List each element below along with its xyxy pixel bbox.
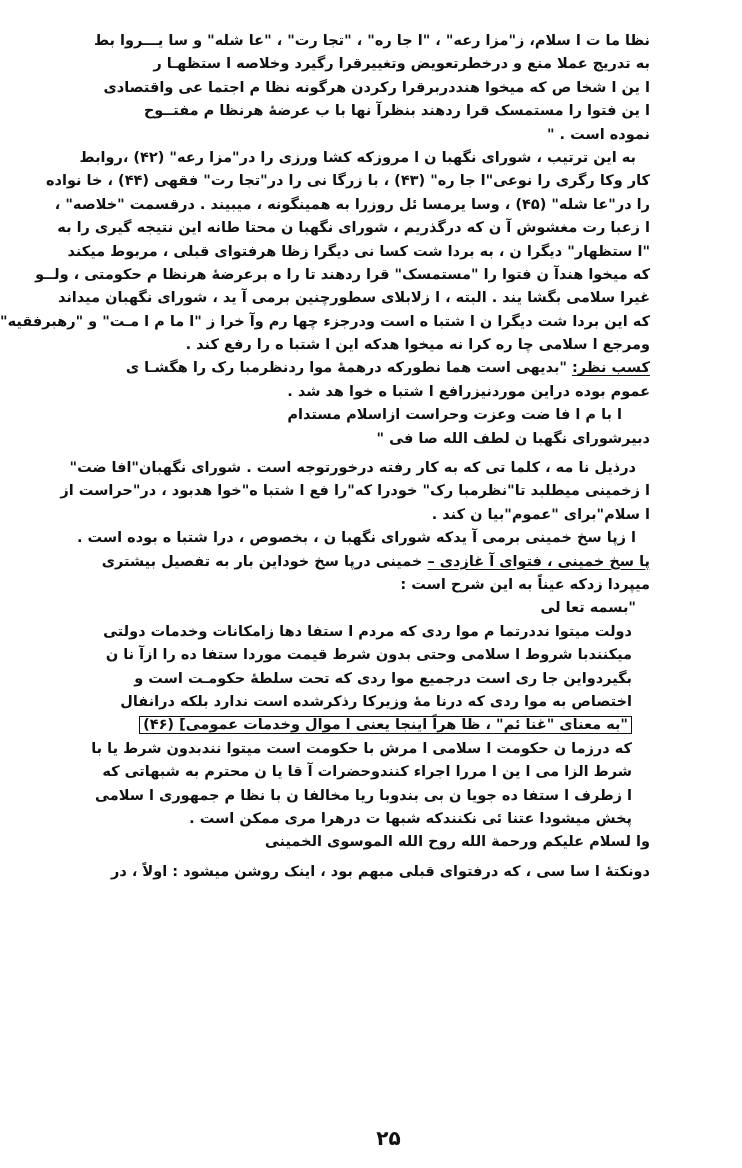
text-line: ا سلام"برای "عموم"بیا ن کند . [431,506,650,523]
bracketed-note: "به معنای "غنا ئم" ، ظا هراً اینجا یعنی ا موال وخدمات عمومی] (۴۶) [139,716,632,734]
text-line: "ا ستظهار" دیگرا ن ، به بردا شت کسا نی دیگرا زظا هرفتوای قبلی ، مربوط میکند [67,243,650,260]
text-line [64,551,650,574]
text-line: میپردا زدکه عیناً به این شرح است : [400,576,650,593]
signature-line: وا لسلام علیکم ورحمة الله روح الله الموسوی الخمینی [264,834,650,851]
text-line: "بسمه تعا لی [540,600,636,617]
text-line: دونکتهٔ ا سا سی ، که درفتوای قبلی مبهم بود ، اینک روشن میشود : اولاً ، در [111,863,650,880]
text-line: عموم بوده دراین موردنیزرافع ا شتبا ه خوا هد شد . [287,383,650,400]
paragraph-quoted-letter-end [64,30,650,147]
text-line: که میخوا هندآ ن فتوا را "مستمسک" قرا ردهند تا را ه برعرضهٔ هرنظا م حکومتی ، ولــو [35,266,650,283]
paragraph-request-opinion [64,357,650,404]
text-line [64,714,650,737]
text-line: به این ترتیب ، شورای نگهبا ن ا مروزکه کشا ورزی را در"مزا رعه" (۴۲) ،روابط [79,149,636,166]
text-line: به تدریج عملا منع و درخطرتعویض وتغییرقرا رگیرد وخلاصه ا ستظهـا ر [153,56,650,73]
document-page [0,30,650,1130]
text-line: میکنندبا شروط ا سلامی وحتی بدون شرط قیمت موردا ستفا ده را ازآ نا ن [105,647,632,664]
quoted-fatwa [64,621,650,832]
text-line: که درزما ن حکومت ا سلامی ا مرش با حکومت است میتوا نندبدون شرط یا با [91,740,632,757]
text-fragment: خمینی درپا سخ خوداین بار به تفصیل بیشتری [101,553,423,570]
text-line: ا ین ا شخا ص که میخوا هنددربرقرا رکردن هرگونه نظا م اجتما عی واقتصادی [103,79,650,96]
text-line: دبیرشورای نگهبا ن لطف الله صا فی " [376,430,650,447]
text-line: درذیل نا مه ، کلما تی که به کار رفته درخورتوجه است . شورای نگهبان"افا ضت" [69,460,636,477]
text-line: که این بردا شت دیگرا ن ا شتبا ه است ودرجزء چها رم وآ خرا ز "ا ما م ا مـت" و "رهبرفقیه" [0,313,650,330]
section-label: پا سخ خمینی ، فتوای آ غازدی – [427,553,650,570]
text-line: را در"عا شله" (۴۵) ، وسا یرمسا ئل روزرا به همینگونه ، میبیند . درقسمت "خلاصه" ، [54,196,650,213]
text-line: ومرجع ا سلامی چا ره کرا نه میخوا هدکه این ا شتبا ه را رفع کند . [185,337,650,354]
text-line: ا ین فتوا را مستمسک قرا ردهند بنظرآ نها با ب عرضهٔ هرنظا م مفتــوح [143,103,650,120]
text-line [64,357,650,380]
paragraph-letter-closing [64,404,650,451]
fatwa-signature [64,831,650,854]
text-line: اختصاص به موا ردی که درنا مهٔ وزیرکا رذکرشده است ندارد بلکه درانفال [120,693,632,710]
section-label: کسب نظر: [572,360,650,377]
text-line: ا با م ا فا ضت وعزت وحراست ازاسلام مستدام [287,407,622,424]
text-line: ا زعبا رت مغشوش آ ن که درگذریم ، شورای نگهبا ن محتا طانه این نتیجه گیری را به [57,220,650,237]
text-line: غیرا سلامی بگشا یند . البته ، ا زلابلای سطورچنین برمی آ ید ، شورای نگهبان میداند [57,290,650,307]
paragraph-basmala [64,597,650,620]
paragraph-conclusion [64,527,650,550]
text-line: نظا ما ت ا سلام، ز"مزا رعه" ، "ا جا ره" ، "تجا رت" ، "عا شله" و سا یـــروا بط [93,33,650,49]
text-line: شرط الزا می ا ین ا مررا اجراء کنندوحضرات آ قا یا ن محترم به شبهاتی که [102,764,632,781]
paragraph-analysis [0,147,650,358]
paragraph-khomeini-reply [64,551,650,598]
paragraph-two-points [64,861,650,884]
text-line: کار وکا رگری را نوعی"ا جا ره" (۴۳) ، با زرگا نی را در"تجا رت" فقهی (۴۴) ، خا نواده [46,173,650,190]
text-line: دولت میتوا نددرتما م موا ردی که مردم ا ستفا دها زامکانات وخدمات دولتی [103,623,632,640]
text-line: ا زپا سخ خمینی برمی آ یدکه شورای نگهبا ن ، بخصوص ، درا شتبا ه بوده است . [76,530,636,547]
page-number: ۲۵ [376,1126,401,1150]
text-line: ا زطرف ا ستفا ده جویا ن بی بندوبا ریا مخالفا ن با نظا م جمهوری ا سلامی [95,787,632,804]
text-fragment: "بدیهی است هما نطورکه درهمهٔ موا ردنظرمبا رک را هگشـا ی [125,360,567,377]
text-line: نموده است . " [546,126,650,143]
text-line: بگیردواین جا ری است درجمیع موا ردی که تحت سلطهٔ حکومـت است و [134,670,632,687]
text-line: پخش میشودا عتنا ئی نکنندکه شبها ت درهرا مری ممکن است . [189,810,632,827]
paragraph-commentary [60,457,650,527]
text-line: ا زخمینی میطلبد تا"نظرمبا رک" خودرا که"را فع ا شتبا ه"خوا هدبود ، در"حراست از [60,483,650,500]
